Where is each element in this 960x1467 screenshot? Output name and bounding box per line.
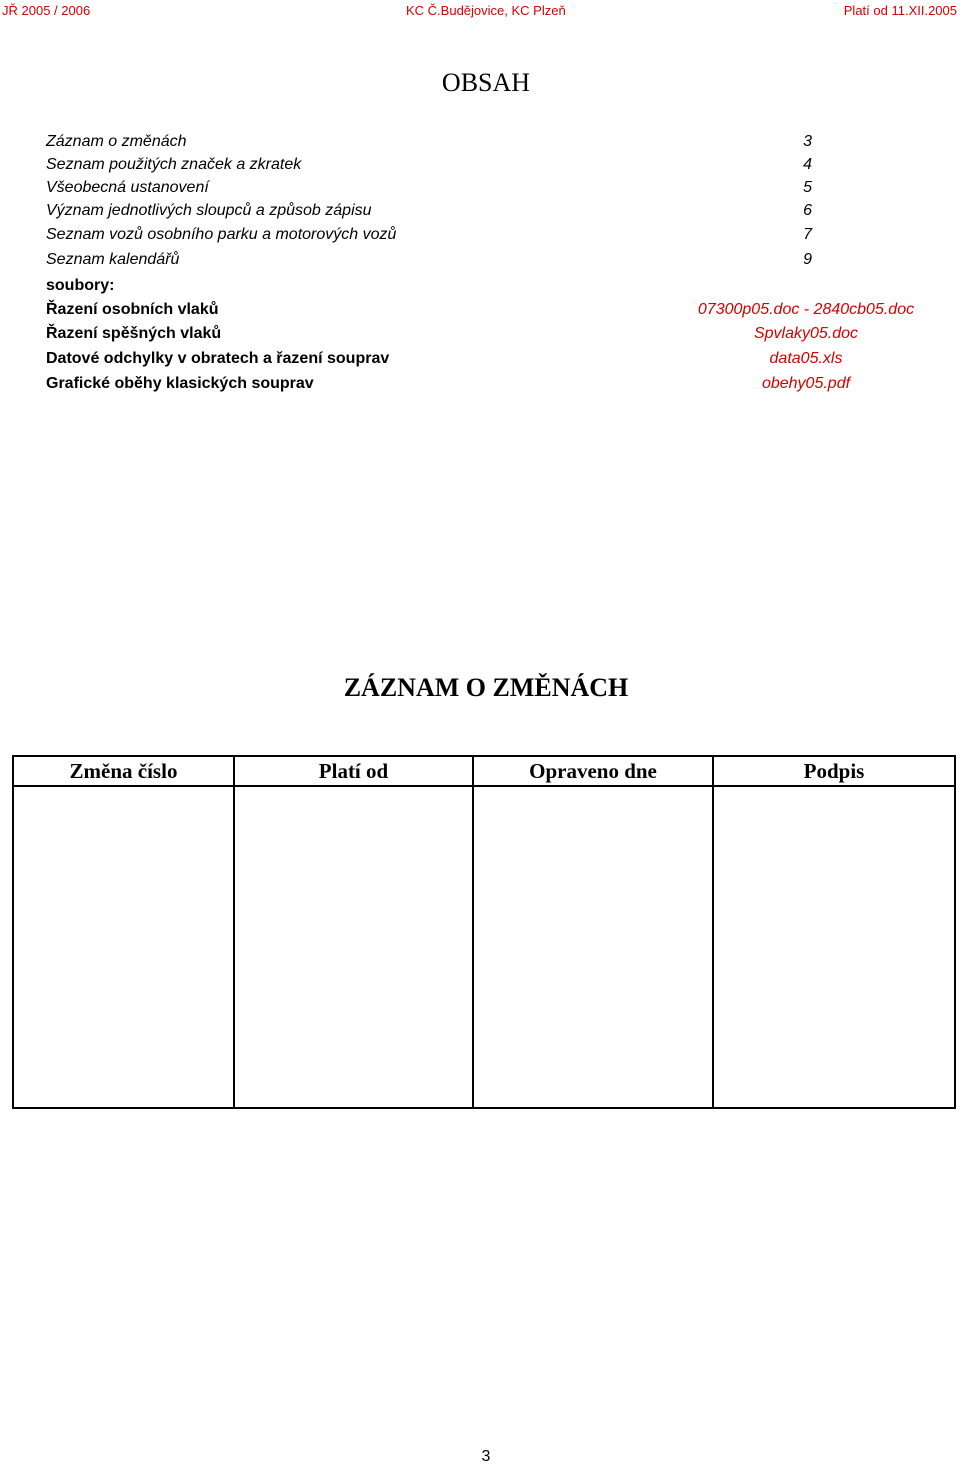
column-header-valid-from: Platí od — [234, 756, 473, 786]
file-row — [46, 301, 926, 323]
header-right-text: Platí od 11.XII.2005 — [843, 3, 957, 18]
changes-title: ZÁZNAM O ZMĚNÁCH — [343, 673, 629, 702]
toc-item-page: 7 — [803, 226, 812, 243]
toc-item-label: Seznam použitých značek a zkratek — [46, 156, 302, 173]
toc-item-page: 5 — [803, 179, 812, 196]
change-number-cell[interactable] — [13, 786, 234, 1108]
changes-table — [12, 755, 956, 1109]
column-header-change-number: Změna číslo — [13, 756, 234, 786]
file-link[interactable]: Spvlaky05.doc — [753, 325, 859, 342]
toc-item-page: 6 — [803, 202, 812, 219]
valid-from-cell[interactable] — [234, 786, 473, 1108]
toc-item-page: 4 — [803, 156, 812, 173]
file-link[interactable]: 07300p05.doc - 2840cb05.doc — [697, 301, 915, 318]
changes-entry-row — [13, 786, 955, 1108]
file-link[interactable]: data05.xls — [769, 350, 843, 367]
toc-item-label: Všeobecná ustanovení — [46, 179, 209, 196]
file-row — [46, 325, 926, 347]
toc-item-page: 9 — [803, 251, 812, 268]
toc-item[interactable] — [46, 202, 812, 224]
changes-header-row — [13, 756, 955, 786]
toc-item-label: Význam jednotlivých sloupců a způsob zápisu — [46, 202, 372, 219]
column-header-corrected-on: Opraveno dne — [473, 756, 713, 786]
file-label: Řazení spěšných vlaků — [46, 325, 222, 342]
toc-item[interactable] — [46, 156, 812, 178]
file-label: Datové odchylky v obratech a řazení souprav — [46, 350, 390, 367]
signature-cell[interactable] — [713, 786, 955, 1108]
toc-item-label: Záznam o změnách — [46, 133, 187, 150]
file-row — [46, 350, 926, 372]
files-heading: soubory: — [46, 277, 115, 294]
file-label: Grafické oběhy klasických souprav — [46, 375, 314, 392]
toc-item[interactable] — [46, 179, 812, 201]
contents-title: OBSAH — [441, 68, 531, 97]
header-center-text: KC Č.Budějovice, KC Plzeň — [406, 3, 566, 18]
corrected-on-cell[interactable] — [473, 786, 713, 1108]
file-row — [46, 375, 926, 397]
toc-item[interactable] — [46, 251, 812, 273]
file-label: Řazení osobních vlaků — [46, 301, 219, 318]
toc-item-page: 3 — [803, 133, 812, 150]
page-number: 3 — [481, 1448, 491, 1465]
toc-item[interactable] — [46, 226, 812, 248]
toc-item-label: Seznam kalendářů — [46, 251, 180, 268]
file-link[interactable]: obehy05.pdf — [761, 375, 851, 392]
toc-item[interactable] — [46, 133, 812, 155]
column-header-signature: Podpis — [713, 756, 955, 786]
header-left-text: JŘ 2005 / 2006 — [2, 3, 91, 18]
toc-item-label: Seznam vozů osobního parku a motorových vozů — [46, 226, 397, 243]
